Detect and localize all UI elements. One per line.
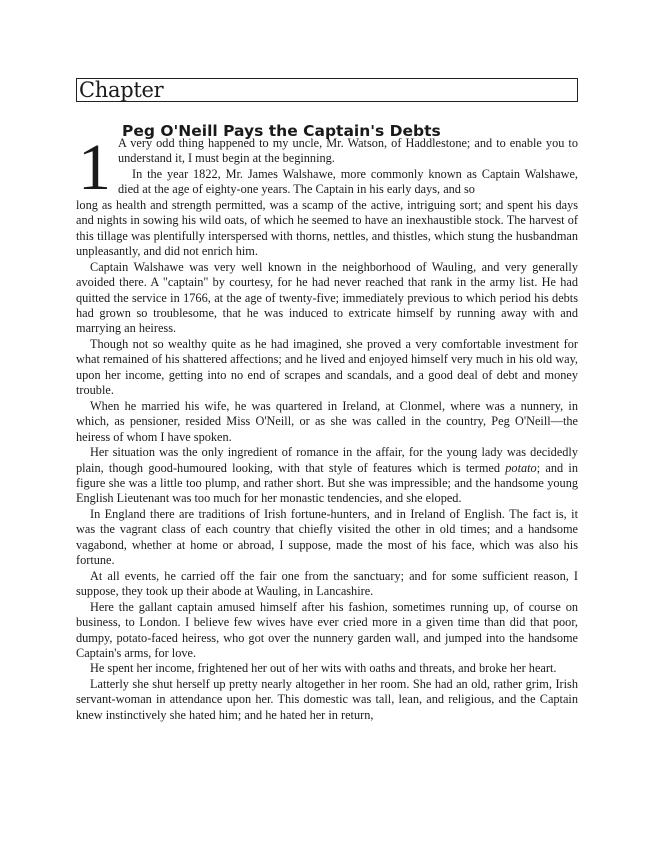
paragraph: A very odd thing happened to my uncle, Mr. Watson, of Haddlestone; and to enable you to understand it, I must begin at the beginning. bbox=[118, 136, 578, 166]
paragraph: When he married his wife, he was quartered in Ireland, at Clonmel, where was a nunnery, in which, as pensioner, resided Miss O'Neill, or as she was called in the country, Peg O'Neill—the heiress of whom I have spoken. bbox=[76, 398, 578, 444]
chapter-heading-box bbox=[76, 78, 578, 102]
chapter-title: Peg O'Neill Pays the Captain's Debts bbox=[122, 122, 441, 140]
paragraph: long as health and strength permitted, was a scamp of the active, intriguing sort; and spent his days and nights in sowing his wild oats, of which he seemed to have an inexhaustible stock. The harvest of this tillage was plentifully interspersed with thorns, nettles, and thistles, which stung the husbandman unpleasantly, and did not enrich him. bbox=[76, 197, 578, 259]
paragraph bbox=[76, 445, 578, 507]
paragraph-text: ; and in figure she was a little too plump, and rather short. But she was impressible; and the handsome young English Lieutenant was too much for her monastic tendencies, and she eloped. bbox=[76, 460, 578, 506]
paragraph: Captain Walshawe was very well known in the neighborhood of Wauling, and very generally avoided there. A "captain" by courtesy, for he had never reached that rank in the army list. He had quitted the service in 1766, at the age of twenty-five; immediately previous to which period his debts had grown so troublesome, that he was induced to extricate himself by running away with and marrying an heiress. bbox=[76, 259, 578, 336]
page bbox=[76, 78, 578, 723]
paragraph-text: Her situation was the only ingredient of romance in the affair, for the young lady was decidedly plain, though good-humoured looking, with that style of features which is termed bbox=[76, 445, 578, 475]
paragraph: Though not so wealthy quite as he had imagined, she proved a very comfortable investment for what remained of his shattered affections; and he lived and enjoyed himself very much in his old way, upon her income, getting into no end of scrapes and scandals, and a good deal of debt and money trouble. bbox=[76, 336, 578, 398]
chapter-number: 1 bbox=[78, 131, 111, 204]
paragraph: Latterly she shut herself up pretty nearly altogether in her room. She had an old, rather grim, Irish servant-woman in attendance upon her. This domestic was tall, lean, and religious, and the Captain knew instinctively she hated him; and he hated her in return, bbox=[76, 676, 578, 722]
chapter-heading: Chapter bbox=[79, 78, 164, 102]
paragraph: At all events, he carried off the fair one from the sanctuary; and for some sufficient reason, I suppose, they took up their abode at Wauling, in Lancashire. bbox=[76, 568, 578, 599]
paragraph: He spent her income, frightened her out of her wits with oaths and threats, and broke her heart. bbox=[90, 661, 557, 676]
italic-term: potato bbox=[505, 460, 537, 475]
paragraph: In the year 1822, Mr. James Walshawe, more commonly known as Captain Walshawe, died at the age of eighty-one years. The Captain in his early days, and so bbox=[118, 166, 578, 197]
paragraph: Here the gallant captain amused himself after his fashion, sometimes running up, of course on business, to London. I believe few wives have ever cried more in a given time than did that poor, dumpy, potato-faced heiress, who got over the nunnery garden wall, and jumped into the handsome Captain's arms, for love. bbox=[76, 599, 578, 660]
paragraph: In England there are traditions of Irish fortune-hunters, and in Ireland of English. The fact is, it was the vagrant class of each country that chiefly visited the other in old times; and a handsome vagabond, whether at home or abroad, I suppose, made the most of his face, which was also his fortune. bbox=[76, 506, 578, 568]
